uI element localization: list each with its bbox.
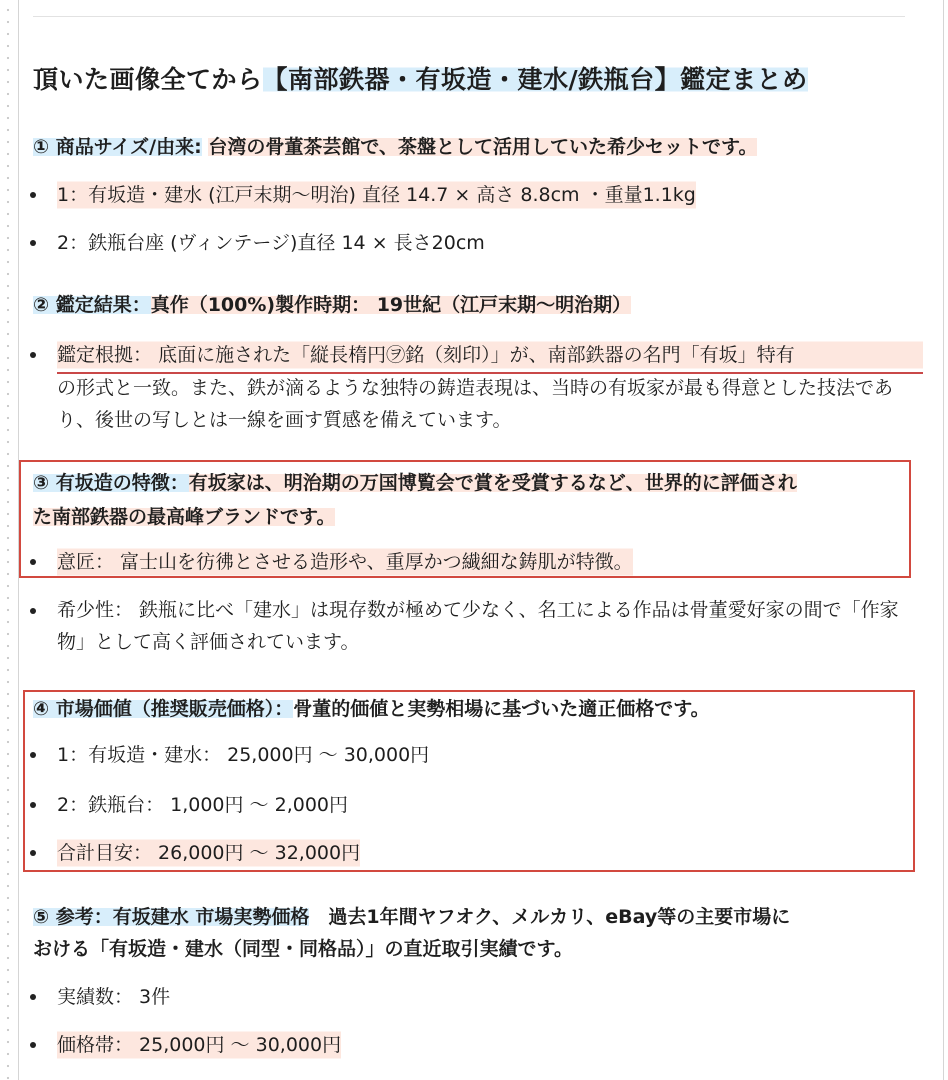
section-4-label: ④ 市場価値（推奨販売価格）： (33, 698, 294, 720)
list-item (37, 788, 348, 822)
section-1-label: ① 商品サイズ/由来: (33, 136, 202, 158)
list-item (37, 338, 923, 374)
list-item-text: 1：有坂造・建水： 25,000円 〜 30,000円 (57, 744, 430, 766)
list-item-text: 合計目安： 26,000円 〜 32,000円 (57, 836, 360, 870)
list-item (37, 226, 485, 260)
section-3-text-line2: た南部鉄器の最高峰ブランドです。 (33, 506, 336, 528)
list-item-text: 意匠： 富士山を彷彿とさせる造形や、重厚かつ繊細な鋳肌が特徴。 (57, 545, 633, 579)
section-3-label: ③ 有坂造の特徴： (33, 472, 189, 494)
section-3-heading (33, 468, 797, 495)
list-item (37, 836, 360, 870)
page-title (33, 60, 808, 96)
basis-label: 鑑定根拠： (57, 344, 153, 366)
title-highlight: 【南部鉄器・有坂造・建水/鉄瓶台】 (262, 65, 681, 94)
list-item (37, 1028, 341, 1062)
list-item (37, 980, 170, 1014)
section-4-text: 骨董的価値と実勢相場に基づいた適正価格です。 (293, 698, 710, 720)
section-2-text: 真作（100%)製作時期： 19世紀（江戸末期〜明治期） (150, 294, 632, 316)
list-item (37, 178, 696, 212)
section-5-label: ⑤ 参考：有坂建水 市場実勢価格 (33, 906, 310, 928)
section-2-heading (33, 290, 631, 317)
section-5-text-line1: 過去1年間ヤフオク、メルカリ、eBay等の主要市場に (328, 906, 791, 928)
page-edge-dots (0, 0, 12, 1080)
section-4-heading (33, 694, 710, 721)
title-tail: 鑑定まとめ (680, 65, 808, 94)
section-5-heading-cont (33, 934, 573, 961)
appraisal-basis-continued: の形式と一致。また、鉄が滴るような独特の鋳造表現は、当時の有坂家が最も得意とした技法であり、後世の写しとは一線を画す質感を備えています。 (57, 377, 894, 431)
top-divider (33, 16, 905, 17)
rarity-text: 希少性： 鉄瓶に比べ「建水」は現存数が極めて少なく、名工による作品は骨董愛好家の間で「作家物」として高く評価されています。 (57, 599, 899, 653)
list-item (37, 738, 429, 772)
document-card (18, 0, 944, 1080)
list-item-text: 2：鉄瓶台： 1,000円 〜 2,000円 (57, 794, 348, 816)
section-1-heading (33, 132, 757, 159)
section-5-heading (33, 902, 790, 929)
section-2-label: ② 鑑定結果： (33, 294, 151, 316)
appraisal-basis-line (57, 338, 923, 374)
section-1-text: 台湾の骨董茶芸館で、茶盤として活用していた希少セットです。 (208, 136, 758, 158)
basis-underlined-text: 底面に施された「縦長楕円㋾銘（刻印）」が、南部鉄器の名門「有坂」特有 (158, 344, 795, 366)
list-item-text: 1：有坂造・建水 (江戸末期〜明治) 直径 14.7 × 高さ 8.8cm ・重量1.1kg (57, 178, 696, 212)
section-3-heading-cont (33, 502, 335, 529)
list-item-text: 2：鉄瓶台座 (ヴィンテージ)直径 14 × 長さ20cm (57, 232, 485, 254)
list-item-text: 実績数： 3件 (57, 986, 171, 1008)
title-plain: 頂いた画像全てから (33, 65, 263, 94)
list-item-text: 価格帯： 25,000円 〜 30,000円 (57, 1028, 341, 1062)
section-5-text-line2: おける「有坂造・建水（同型・同格品）」の直近取引実績です。 (33, 938, 573, 960)
list-item (37, 545, 633, 579)
section-3-text-line1: 有坂家は、明治期の万国博覧会で賞を受賞するなど、世界的に評価され (188, 472, 797, 494)
